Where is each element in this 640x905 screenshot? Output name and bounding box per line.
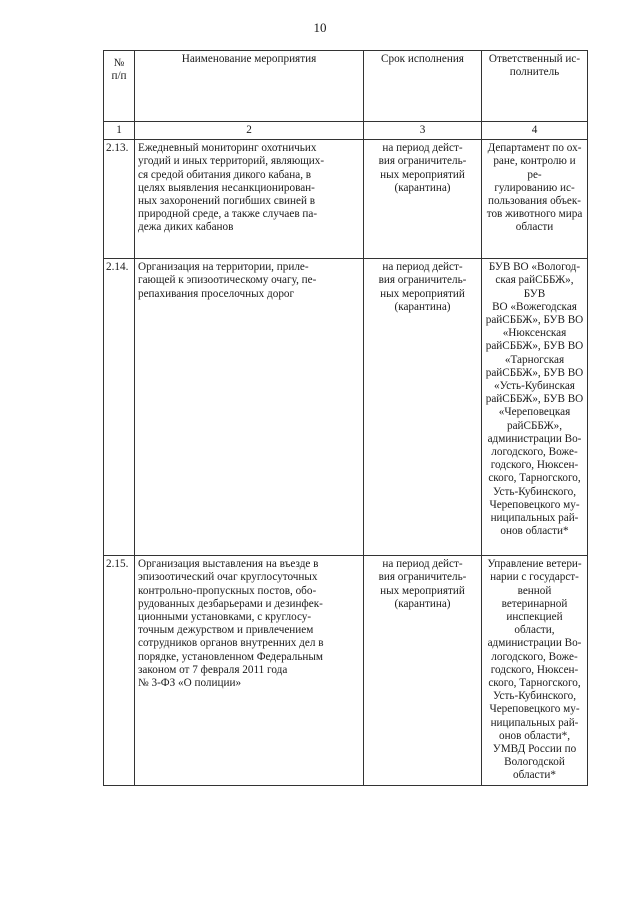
cell-line: онов области*: [500, 525, 569, 538]
row-term: [364, 140, 482, 259]
table-row: [104, 259, 588, 556]
cell-line: сотрудников органов внутренних дел в: [138, 637, 324, 650]
cell-line: (карантина): [394, 181, 451, 194]
cell-line: инспекцией области,: [506, 611, 563, 637]
column-index: 1: [104, 122, 135, 140]
header-num: [104, 51, 135, 122]
cell-line: райСББЖ», БУВ ВО: [485, 393, 584, 406]
cell-line: администрации Во-: [487, 432, 582, 445]
cell-line: гающей к эпизоотическому очагу, пе-: [138, 274, 317, 287]
cell-line: тов животного мира: [486, 208, 583, 221]
cell-line: ране, контролю и ре-: [493, 155, 576, 181]
row-name: [135, 140, 364, 259]
cell-line: рудованных дезбарьерами и дезинфек-: [138, 597, 323, 610]
cell-line: БУВ ВО «Вологод-: [488, 261, 581, 274]
row-term: [364, 556, 482, 785]
cell-line: администрации Во-: [487, 637, 582, 650]
column-index: 3: [364, 122, 482, 140]
cell-line: ных мероприятий: [380, 584, 465, 597]
cell-line: ных мероприятий: [380, 168, 465, 181]
cell-line: на период дейст-: [382, 142, 463, 155]
row-responsible: [482, 140, 588, 259]
cell-line: Усть-Кубинского,: [492, 690, 577, 703]
header-name: Наименование мероприятия: [135, 51, 364, 122]
header-responsible-line: Ответственный ис-: [488, 53, 581, 65]
header-num-line: п/п: [111, 70, 127, 83]
measures-table: [103, 50, 588, 786]
cell-line: (карантина): [394, 300, 451, 313]
row-responsible: [482, 259, 588, 556]
cell-line: контрольно-пропускных постов, обо-: [138, 584, 317, 597]
row-name: [135, 556, 364, 785]
cell-line: Усть-Кубинского,: [492, 485, 577, 498]
cell-line: ского, Тарногского,: [488, 677, 581, 690]
cell-line: Череповецкого му-: [489, 703, 580, 716]
cell-line: природной среде, а также случаев па-: [138, 208, 318, 221]
cell-line: вия ограничитель-: [378, 155, 467, 168]
cell-line: Организация выставления на въезде в: [138, 558, 319, 571]
table-row: [104, 556, 588, 785]
cell-line: «Усть-Кубинская: [494, 380, 575, 393]
cell-line: законом от 7 февраля 2011 года: [138, 663, 288, 676]
cell-line: ционными установками, с круглосу-: [138, 611, 312, 624]
cell-line: «Череповецкая: [498, 406, 571, 419]
table-header-row: [104, 51, 588, 122]
cell-line: онов области*,: [498, 729, 571, 742]
cell-line: логодского, Воже-: [491, 446, 578, 459]
cell-line: вия ограничитель-: [378, 571, 467, 584]
cell-line: «Тарногская: [504, 353, 565, 366]
cell-line: Череповецкого му-: [489, 498, 580, 511]
cell-line: пользования объек-: [487, 195, 581, 208]
cell-line: «Нюксенская: [502, 327, 567, 340]
cell-line: ных мероприятий: [380, 287, 465, 300]
cell-line: на период дейст-: [382, 261, 463, 274]
cell-line: точным дежурством и привлечением: [138, 624, 314, 637]
cell-line: ская райСББЖ», БУВ: [495, 274, 574, 300]
column-index: 2: [135, 122, 364, 140]
cell-line: Ежедневный мониторинг охотничьих: [138, 142, 317, 155]
cell-line: Управление ветери-: [487, 558, 582, 571]
cell-line: Организация на территории, приле-: [138, 261, 309, 274]
cell-line: дежа диких кабанов: [138, 221, 234, 234]
page-number: 10: [313, 20, 327, 35]
cell-line: области*: [513, 769, 556, 782]
row-responsible: [482, 556, 588, 785]
cell-line: репахивания проселочных дорог: [138, 287, 295, 300]
cell-line: ниципальных рай-: [490, 716, 579, 729]
cell-line: вия ограничитель-: [378, 274, 467, 287]
header-responsible-line: полнитель: [509, 66, 560, 79]
cell-line: логодского, Воже-: [491, 650, 578, 663]
cell-line: ского, Тарногского,: [488, 472, 581, 485]
cell-line: ся средой обитания дикого кабана, в: [138, 168, 312, 181]
cell-line: райСББЖ»,: [507, 419, 562, 432]
cell-line: райСББЖ», БУВ ВО: [485, 366, 584, 379]
header-num-line: №: [113, 57, 125, 69]
row-number: 2.14.: [104, 259, 135, 556]
cell-line: нарии с государст-: [490, 571, 579, 584]
cell-line: области: [515, 221, 554, 234]
cell-line: целях выявления несанкционирован-: [138, 181, 315, 194]
cell-line: № 3-ФЗ «О полиции»: [138, 677, 242, 690]
cell-line: ВО «Вожегодская: [492, 300, 577, 313]
cell-line: Вологодской: [504, 756, 565, 769]
cell-line: ных захоронений погибших свиней в: [138, 195, 316, 208]
cell-line: ниципальных рай-: [490, 512, 579, 525]
row-name: [135, 259, 364, 556]
cell-line: эпизоотический очаг круглосуточных: [138, 571, 318, 584]
cell-line: на период дейст-: [382, 558, 463, 571]
cell-line: УМВД России по: [492, 743, 577, 756]
cell-line: гулированию ис-: [494, 181, 575, 194]
header-responsible: [482, 51, 588, 122]
cell-line: годского, Нюксен-: [490, 663, 579, 676]
cell-line: (карантина): [394, 597, 451, 610]
column-index-row: [104, 122, 588, 140]
cell-line: порядке, установленном Федеральным: [138, 650, 324, 663]
cell-line: райСББЖ», БУВ ВО: [485, 314, 584, 327]
cell-line: годского, Нюксен-: [490, 459, 579, 472]
row-number: 2.13.: [104, 140, 135, 259]
header-term: Срок исполнения: [364, 51, 482, 122]
cell-line: райСББЖ», БУВ ВО: [485, 340, 584, 353]
cell-line: угодий и иных территорий, являющих-: [138, 155, 325, 168]
cell-line: венной ветеринарной: [501, 584, 568, 610]
cell-line: Департамент по ох-: [487, 142, 582, 155]
table-row: [104, 140, 588, 259]
row-term: [364, 259, 482, 556]
row-number: 2.15.: [104, 556, 135, 785]
column-index: 4: [482, 122, 588, 140]
